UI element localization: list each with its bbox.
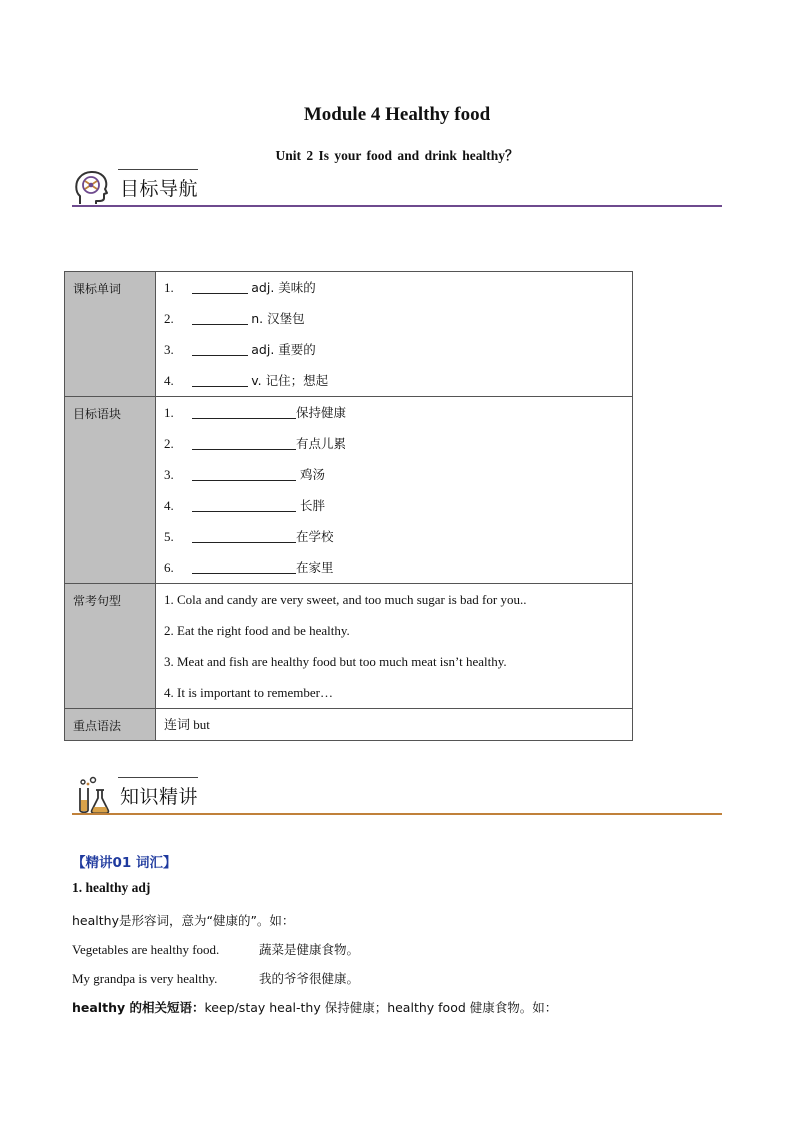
answer-blank[interactable] — [192, 341, 248, 356]
category-cell: 重点语法 — [65, 709, 156, 741]
list-item: 3. adj. 重要的 — [164, 342, 316, 357]
grammar-cell — [156, 709, 633, 741]
category-cell: 常考句型 — [65, 584, 156, 709]
answer-blank[interactable] — [192, 435, 296, 450]
decor-line — [118, 777, 198, 778]
explanation-text: healthy是形容词，意为“健康的”。如： — [72, 913, 295, 928]
list-item: 4. 长胖 — [164, 498, 325, 513]
answer-blank[interactable] — [192, 310, 248, 325]
phrases-cell — [156, 397, 633, 584]
decor-line — [118, 169, 198, 170]
page-title: Module 4 Healthy food — [303, 104, 491, 125]
list-item: 2. 有点儿累 — [164, 436, 347, 451]
summary-table — [64, 271, 633, 741]
sentence-item: 1. Cola and candy are very sweet, and too much sugar is bad for you.. — [164, 592, 527, 607]
section-title: 知识精讲 — [120, 786, 199, 808]
sentence-item: 3. Meat and fish are healthy food but too much meat isn’t healthy. — [164, 654, 507, 669]
sentence-item: 2. Eat the right food and be healthy. — [164, 623, 350, 638]
category-cell: 课标单词 — [65, 272, 156, 397]
table-row — [65, 709, 633, 741]
answer-blank[interactable] — [192, 404, 296, 419]
table-row — [65, 584, 633, 709]
knowledge-header — [72, 776, 722, 820]
list-item: 6. 在家里 — [164, 560, 334, 575]
list-item: 3. 鸡汤 — [164, 467, 325, 482]
item-heading: 1. healthy adj — [72, 880, 151, 895]
table-row — [65, 397, 633, 584]
answer-blank[interactable] — [192, 279, 248, 294]
answer-blank[interactable] — [192, 559, 296, 574]
vocab-cell — [156, 272, 633, 397]
list-item: 4. v. 记住；想起 — [164, 373, 329, 388]
category-cell: 目标语块 — [65, 397, 156, 584]
section-divider — [72, 205, 722, 207]
sentence-item: 4. It is important to remember… — [164, 685, 333, 700]
goal-nav-header — [72, 168, 722, 212]
sentences-cell — [156, 584, 633, 709]
answer-blank[interactable] — [192, 466, 296, 481]
brain-head-icon — [72, 168, 112, 208]
list-item: 5. 在学校 — [164, 529, 334, 544]
lecture-title: 【精讲01 词汇】 — [72, 855, 177, 871]
answer-blank[interactable] — [192, 528, 296, 543]
example-line: My grandpa is very healthy. 我的爷爷很健康。 — [72, 971, 360, 986]
list-item: 1. adj. 美味的 — [164, 280, 316, 295]
list-item: 1. 保持健康 — [164, 405, 347, 420]
grammar-value: 连词 but — [164, 717, 210, 732]
answer-blank[interactable] — [192, 372, 248, 387]
table-row — [65, 272, 633, 397]
unit-subtitle: Unit 2 Is your food and drink healthy？ — [275, 148, 519, 163]
example-line: Vegetables are healthy food. 蔬菜是健康食物。 — [72, 942, 360, 957]
answer-blank[interactable] — [192, 497, 296, 512]
section-divider — [72, 813, 722, 815]
phrase-line: healthy 的相关短语：keep/stay heal-thy 保持健康；healthy food 健康食物。如： — [72, 1000, 558, 1015]
section-title: 目标导航 — [120, 178, 199, 200]
lab-flask-icon — [72, 776, 112, 816]
list-item: 2. n. 汉堡包 — [164, 311, 305, 326]
